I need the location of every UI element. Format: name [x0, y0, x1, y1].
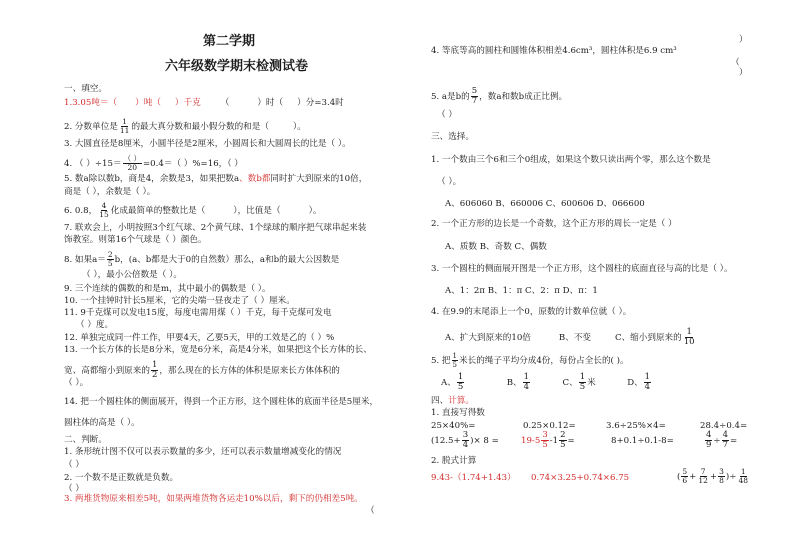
calc-row-2-a: (12.5+ $\frac{3}{4}$ )× 8 =	[431, 430, 499, 450]
section-calc-heading: 四、计算。	[431, 396, 474, 406]
calc-row-1-b: 0.25×0.12=	[523, 421, 576, 431]
choice-3: 3. 一个圆柱的侧面展开图是一个正方形，这个圆柱的底面直径与高的比是（ ）。	[431, 264, 733, 274]
judge-3-close: ）	[739, 35, 748, 45]
judge-4-close: ）	[739, 68, 748, 78]
question-3: 3. 大圆直径是8厘米，小圆半径是2厘米，小圆周长和大圆周长的比是（ ）。	[64, 139, 351, 149]
choice-1-answer: （ ）。	[437, 177, 462, 187]
choice-5: 5. 把 $\frac{1}{5}$ 米长的绳子平均分成4份，每份占全长的( )。	[431, 352, 629, 369]
exam-title: 六年级数学期末检测试卷	[165, 59, 309, 74]
question-9: 9. 三个连续的偶数的和是m，其中最小的偶数是（ ）。	[64, 284, 271, 294]
question-13: 13. 一个长方体的长是8分米，宽是6分米，高是4分米，如果把这个长方体的长、	[64, 345, 372, 355]
calc-row-2-d: $\frac{4}{9}$ ÷ $\frac{4}{7}$ =	[706, 430, 738, 450]
calc-row-1-a: 25×40%=	[431, 421, 476, 431]
judge-1-answer: （ ）	[64, 460, 84, 470]
question-1: 1.3.05吨＝（ ）吨（ ）千克 （ ）时（ ）分=3.4时	[64, 98, 344, 108]
question-8: 8. 如果a＝ $\frac{2}{5}$ b，(a、b都是大于0的自然数）那么，a和b的最大公因数是	[64, 250, 340, 268]
judge-5-answer: （ ）	[437, 110, 457, 120]
question-11: 11. 9千克煤可以发电15度，每度电需用煤（ ）千克，每千克煤可发电	[64, 308, 332, 318]
choice-2: 2. 一个正方形的边长是一个奇数，这个正方形的周长一定是（ ）	[431, 219, 677, 229]
question-14: 14. 把一个圆柱体的侧面展开，得到一个正方形，这个圆柱体的底面半径是5厘米，	[64, 397, 379, 407]
question-10: 10. 一个挂钟时针长5厘米，它的尖端一昼夜走了（ ）厘米。	[64, 296, 295, 306]
question-7: 7. 联欢会上，小明按照3个红气球、2个黄气球、1个绿球的顺序把气球串起来装	[64, 223, 367, 233]
calc-row-1-c: 3.6÷25%×4=	[606, 421, 666, 431]
question-5-line2: 商是（ ），余数是（ ）。	[64, 187, 156, 197]
calc-row-1-d: 28.4÷0.4=	[700, 421, 748, 431]
calc-row-2-b: 19-5 $\frac{3}{5}$ -1 $\frac{2}{5}$ =	[521, 430, 575, 450]
calc-row-2-c: 8+0.1÷0.1-8=	[611, 436, 674, 446]
choice-4-options: A、扩大到原来的10倍 B、不变 C、缩小到原来的 $\frac{1}{10}$	[445, 327, 695, 347]
question-11-line2: （ ）度。	[76, 320, 114, 330]
calc-direct-heading: 1. 直接写得数	[431, 408, 485, 418]
choice-5-options: A、 $\frac{1}{5}$ B、 $\frac{1}{4}$ C、 $\frac{1}{5}$ 米 D、 $\frac{1}{4}$	[441, 372, 651, 392]
judge-4-open: （	[731, 58, 740, 68]
question-7-line2: 饰教室。则第16个气球是（ ）颜色。	[64, 235, 207, 245]
choice-1: 1. 一个数由三个6和三个0组成，如果这个数只读出两个零，那么这个数是	[431, 155, 711, 165]
question-13-line3: （ ）。	[64, 378, 89, 388]
choice-3-options: A、1：2π B、1：π C、2：π D、π：1	[445, 286, 598, 296]
judge-2-answer: （ ）	[64, 484, 84, 494]
question-5: 5. 数a除以数b，商是4，余数是3，如果把数a、数b都同时扩大到原来的10倍，	[64, 174, 368, 184]
choice-4: 4. 在9.9的末尾添上一个0，原数的计数单位就（ ）。	[431, 307, 632, 317]
choice-2-options: A、质数 B、奇数 C、偶数	[445, 242, 547, 252]
question-8-line2: （ ），最小公倍数是（ ）。	[82, 270, 182, 280]
judge-3: 3. 两堆货物原来相差5吨，如果两堆货物各运走10%以后，剩下的仍相差5吨。	[64, 494, 363, 504]
judge-1: 1. 条形统计图不仅可以表示数量的多少，还可以表示数量增减变化的情况	[64, 447, 342, 457]
exam-term: 第二学期	[203, 34, 256, 49]
section-judge-heading: 二、判断。	[64, 435, 107, 445]
section-choice-heading: 三、选择。	[431, 132, 474, 142]
question-6: 6. 0.8， $\frac{4}{15}$ 化成最简单的整数比是（ ），比值是（ ）。	[64, 201, 322, 219]
judge-4: 4. 等底等高的圆柱和圆锥体积相差4.6cm³，圆柱体积是6.9 cm³	[431, 46, 677, 56]
question-14-line2: 圆柱体的高是（ ）。	[64, 418, 140, 428]
judge-2: 2. 一个数不是正数就是负数。	[64, 473, 179, 483]
judge-5: 5. a是b的 $\frac{5}{7}$ ，数a和数b成正比例。	[431, 86, 568, 106]
question-2: 2. 分数单位是 $\frac{1}{11}$ 的最大真分数和最小假分数的和是（ ）。	[64, 117, 306, 135]
calc-step-3: ( $\frac{5}{6}$ + $\frac{7}{12}$ + $\frac{3}{8}$ )÷ $\frac{1}{48}$	[677, 467, 748, 485]
question-13-line2: 宽、高都缩小到原来的 $\frac{1}{2}$ ，那么现在的长方体的体积是原来长方体体积的	[64, 360, 340, 380]
calc-step-1: 9.43-（1.74+1.43）	[431, 473, 516, 483]
calc-step-heading: 2. 脱式计算	[431, 456, 477, 466]
question-4: 4. （ ）÷15＝ （ ） 20 =0.4＝（ ）%=16，（ ）	[64, 154, 243, 172]
question-12: 12. 单独完成同一件工作，甲要4天，乙要5天，甲的工效是乙的（ ）%	[64, 333, 335, 343]
judge-3-answer: （	[366, 506, 375, 516]
section-fill-heading: 一、填空。	[64, 84, 107, 94]
calc-step-2: 0.74×3.25+0.74×6.75	[531, 473, 630, 483]
choice-1-options: A、606060 B、660006 C、600606 D、066600	[445, 199, 645, 209]
